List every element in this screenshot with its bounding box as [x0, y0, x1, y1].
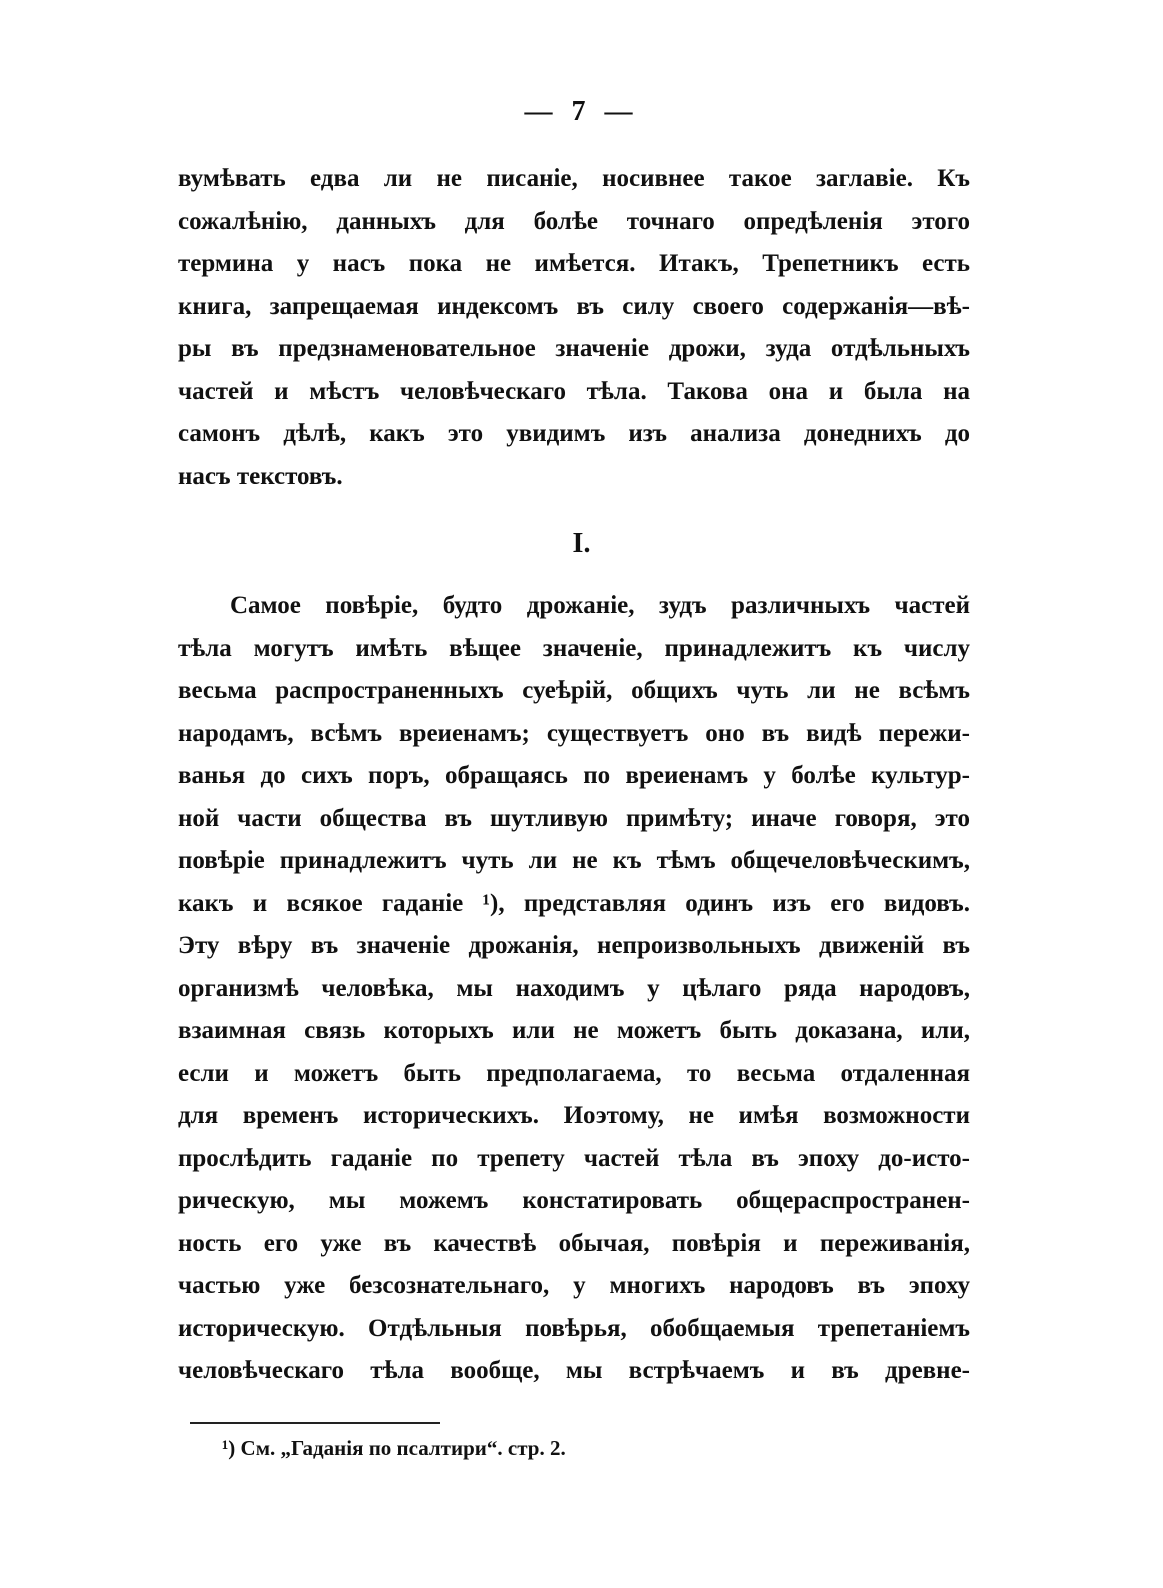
footnote: ¹) См. „Гаданія по псалтири“. стр. 2. — [222, 1436, 566, 1460]
text-line: насъ текстовъ. — [178, 462, 343, 490]
main-paragraph — [178, 585, 970, 1393]
text-line: ры въ предзнаменовательное значеніе дрожи, зуда отдѣльныхъ — [178, 335, 970, 362]
text-line: сожалѣнію, данныхъ для болѣе точнаго опредѣленія этого — [178, 207, 970, 235]
text-line: если и можетъ быть предполагаема, то весьма отдаленная — [178, 1059, 970, 1087]
text-line: прослѣдить гаданіе по трепету частей тѣла въ эпоху до-исто- — [178, 1144, 970, 1172]
footnote-divider — [190, 1422, 440, 1424]
text-line: вумѣвать едва ли не писаніе, носивнее такое заглавіе. Къ — [178, 165, 970, 192]
text-line: взаимная связь которыхъ или не можетъ быть доказана, или, — [178, 1017, 970, 1044]
text-line: частей и мѣстъ человѣческаго тѣла. Такова она и была на — [178, 377, 970, 405]
text-line: весьма распространенныхъ суеѣрій, общихъ чуть ли не всѣмъ — [178, 677, 970, 704]
text-line: термина у насъ пока не имѣется. Итакъ, Трепетникъ есть — [178, 250, 970, 277]
text-line: для временъ историческихъ. Иоэтому, не имѣя возможности — [178, 1102, 970, 1129]
text-line: самонъ дѣлѣ, какъ это увидимъ изъ анализа донеднихъ до — [178, 420, 970, 447]
text-line: Самое повѣріе, будто дрожаніе, зудъ различныхъ частей — [230, 592, 970, 619]
text-line: рическую, мы можемъ констатировать общераспространен- — [178, 1187, 970, 1214]
text-line: организмѣ человѣка, мы находимъ у цѣлаго ряда народовъ, — [178, 974, 970, 1002]
section-heading: I. — [572, 528, 591, 559]
text-line: ность его уже въ качествѣ обычая, повѣрія и переживанія, — [178, 1229, 970, 1257]
text-line: историческую. Отдѣльныя повѣрья, обобщаемыя трепетаніемъ — [178, 1314, 970, 1342]
text-line: ной части общества въ шутливую примѣту; иначе говоря, это — [178, 804, 970, 832]
text-line: какъ и всякое гаданіе ¹), представляя одинъ изъ его видовъ. — [178, 889, 970, 917]
text-line: повѣріе принадлежитъ чуть ли не къ тѣмъ общечеловѣческимъ, — [178, 847, 970, 874]
text-line: ванья до сихъ поръ, обращаясь по вреиенамъ у болѣе культур- — [178, 762, 970, 789]
text-line: человѣческаго тѣла вообще, мы встрѣчаемъ и въ древне- — [178, 1357, 970, 1384]
intro-paragraph — [178, 158, 970, 498]
page-number: — 7 — — [524, 96, 639, 127]
text-line: народамъ, всѣмъ вреиенамъ; существуетъ оно въ видѣ пережи- — [178, 719, 970, 747]
text-line: Эту вѣру въ значеніе дрожанія, непроизвольныхъ движеній въ — [178, 932, 970, 959]
text-line: тѣла могутъ имѣть вѣщее значеніе, принадлежитъ къ числу — [178, 634, 970, 662]
text-line: книга, запрещаемая индексомъ въ силу своего содержанія—вѣ- — [178, 292, 970, 320]
text-line: частью уже безсознательнаго, у многихъ народовъ въ эпоху — [178, 1272, 970, 1299]
